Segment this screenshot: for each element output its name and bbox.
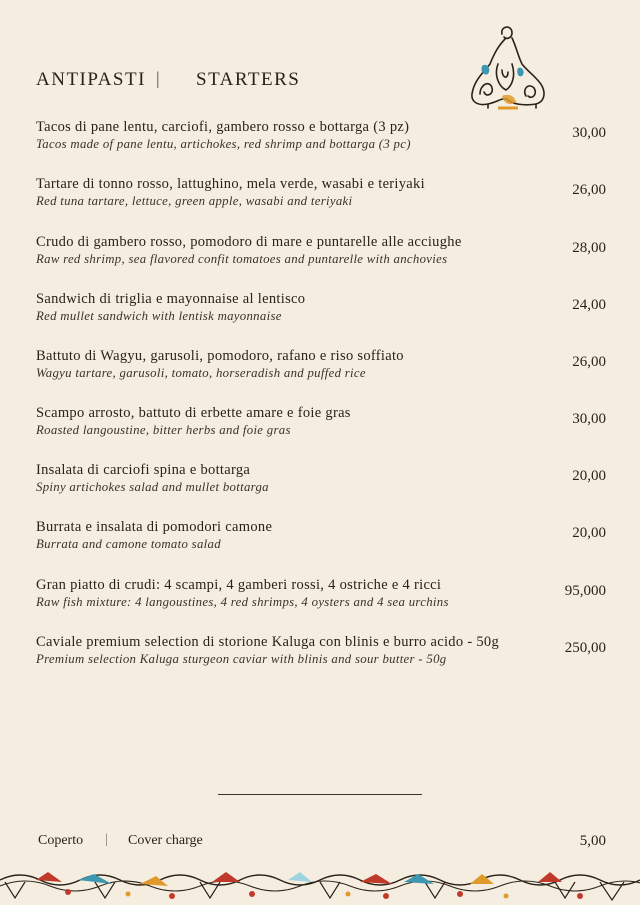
dish-name-it: Crudo di gambero rosso, pomodoro di mare e puntarelle alle acciughe xyxy=(36,234,462,250)
dish-price: 250,00 xyxy=(564,640,606,656)
menu-item xyxy=(36,348,606,398)
dish-price: 30,00 xyxy=(572,125,606,141)
dish-name-en: Spiny artichokes salad and mullet bottarga xyxy=(36,480,269,494)
dish-name-en: Red tuna tartare, lettuce, green apple, wasabi and teriyaki xyxy=(36,194,353,208)
dish-name-en: Tacos made of pane lentu, artichokes, red shrimp and bottarga (3 pc) xyxy=(36,137,411,151)
dish-name-it: Caviale premium selection di storione Kaluga con blinis e burro acido - 50g xyxy=(36,634,500,650)
dish-name-it: Burrata e insalata di pomodori camone xyxy=(36,519,273,535)
menu-item xyxy=(36,577,606,627)
logo-icon xyxy=(468,24,548,110)
cover-charge-row xyxy=(38,833,606,849)
cover-price: 5,00 xyxy=(579,833,606,849)
menu-item xyxy=(36,291,606,341)
dish-name-en: Burrata and camone tomato salad xyxy=(36,537,221,551)
cover-label-it: Coperto xyxy=(38,833,84,848)
header-separator: | xyxy=(156,68,162,88)
dish-name-it: Tartare di tonno rosso, lattughino, mela verde, wasabi e teriyaki xyxy=(36,176,425,192)
menu-item xyxy=(36,234,606,284)
dish-name-en: Roasted langoustine, bitter herbs and foie gras xyxy=(36,423,291,437)
dish-price: 95,000 xyxy=(564,583,606,599)
divider xyxy=(218,794,422,795)
dish-name-it: Battuto di Wagyu, garusoli, pomodoro, rafano e riso soffiato xyxy=(36,348,404,364)
cover-label-en: Cover charge xyxy=(128,833,203,848)
dish-price: 26,00 xyxy=(572,354,606,370)
dish-price: 28,00 xyxy=(572,240,606,256)
cover-separator: | xyxy=(105,832,108,847)
dish-name-it: Sandwich di triglia e mayonnaise al lentisco xyxy=(36,291,306,307)
section-header xyxy=(36,68,301,91)
dish-name-it: Gran piatto di crudi: 4 scampi, 4 gamberi rossi, 4 ostriche e 4 ricci xyxy=(36,577,442,593)
menu-item xyxy=(36,176,606,226)
dish-price: 26,00 xyxy=(572,182,606,198)
menu-item xyxy=(36,405,606,455)
dish-price: 30,00 xyxy=(572,411,606,427)
bunting-garland-icon xyxy=(0,862,640,905)
menu-item xyxy=(36,519,606,569)
section-title-it: ANTIPASTI xyxy=(36,69,146,90)
dish-name-en: Premium selection Kaluga sturgeon caviar with blinis and sour butter - 50g xyxy=(36,652,447,666)
dish-name-en: Raw fish mixture: 4 langoustines, 4 red shrimps, 4 oysters and 4 sea urchins xyxy=(36,595,449,609)
menu-item xyxy=(36,462,606,512)
dish-price: 20,00 xyxy=(572,468,606,484)
dish-name-en: Wagyu tartare, garusoli, tomato, horseradish and puffed rice xyxy=(36,366,366,380)
dish-price: 20,00 xyxy=(572,525,606,541)
dish-name-it: Scampo arrosto, battuto di erbette amare e foie gras xyxy=(36,405,351,421)
menu-item xyxy=(36,634,606,684)
dish-name-it: Tacos di pane lentu, carciofi, gambero rosso e bottarga (3 pz) xyxy=(36,119,410,135)
section-title-en: STARTERS xyxy=(196,69,301,90)
dish-name-it: Insalata di carciofi spina e bottarga xyxy=(36,462,251,478)
menu-item xyxy=(36,119,606,169)
dish-name-en: Red mullet sandwich with lentisk mayonnaise xyxy=(36,309,282,323)
dish-price: 24,00 xyxy=(572,297,606,313)
dish-name-en: Raw red shrimp, sea flavored confit tomatoes and puntarelle with anchovies xyxy=(36,252,448,266)
